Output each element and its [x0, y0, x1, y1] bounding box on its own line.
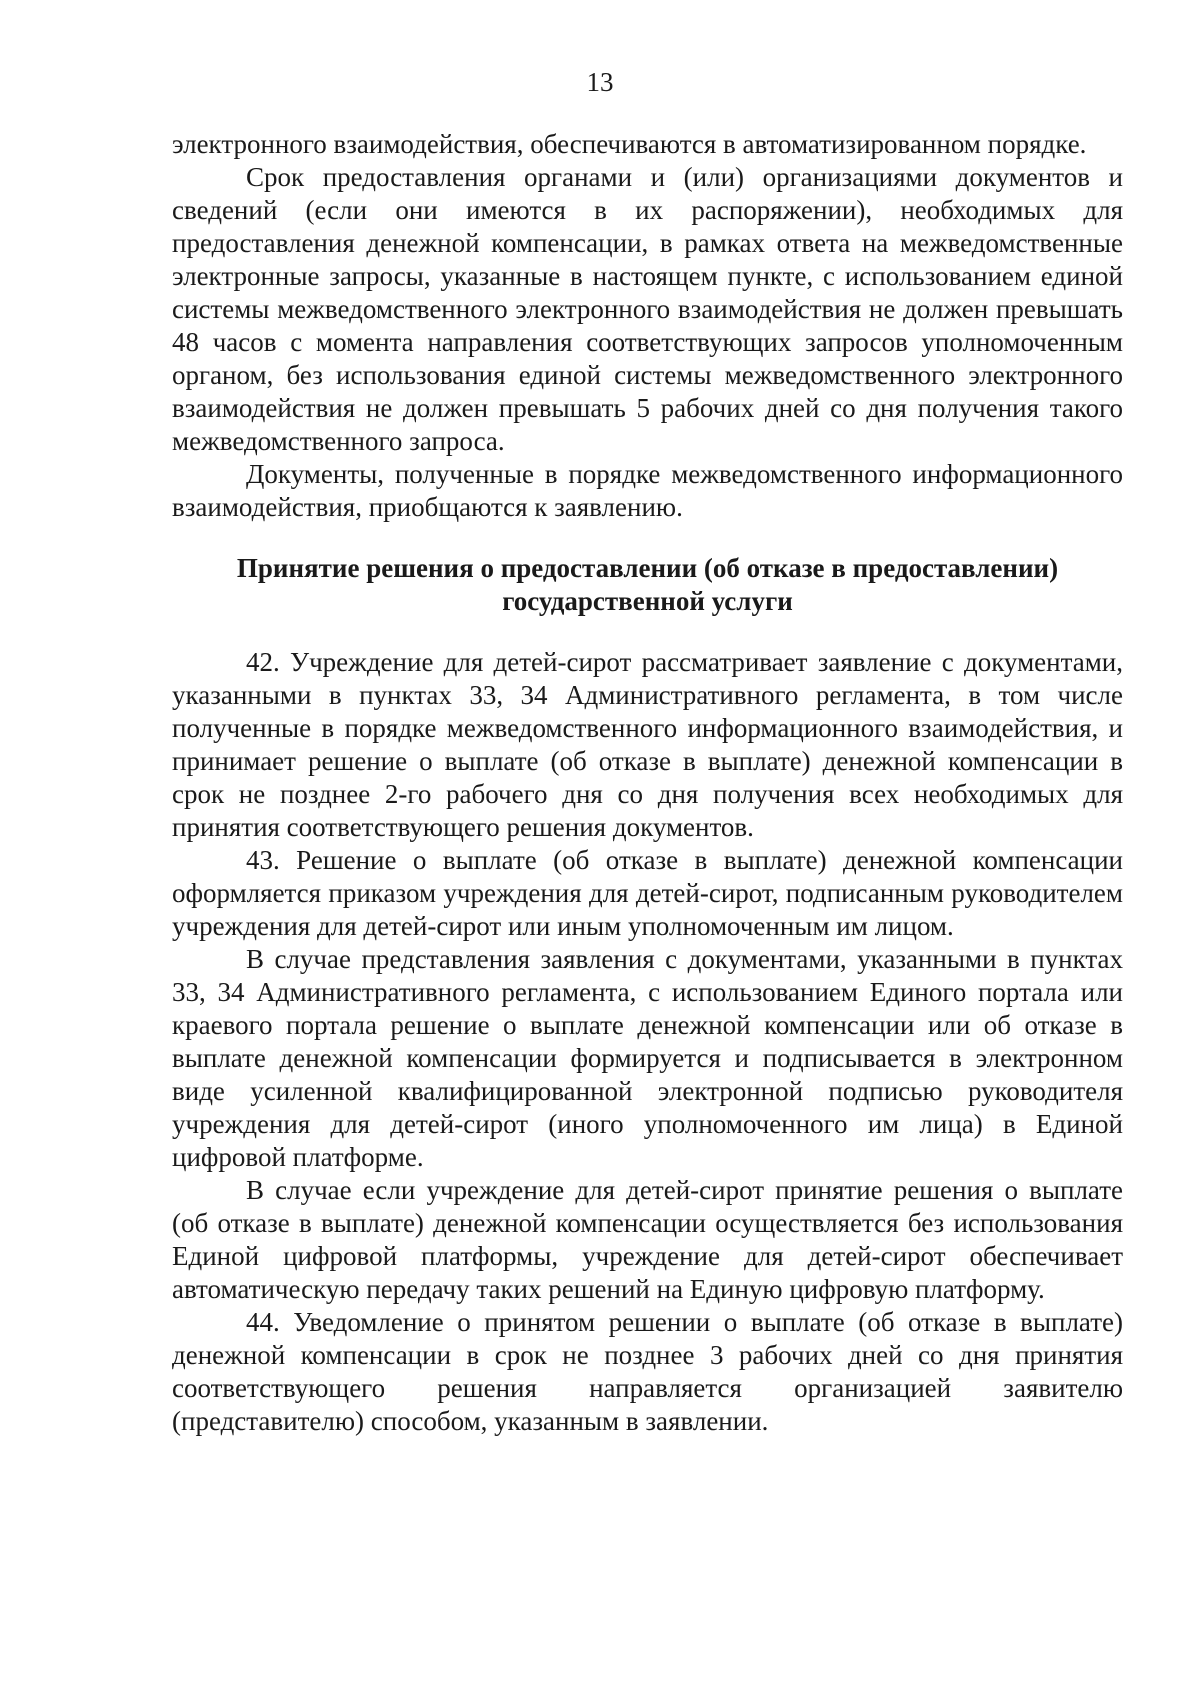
paragraph-continuation: электронного взаимодействия, обеспечиваются в автоматизированном порядке.	[172, 129, 1087, 159]
paragraph-item-43: 43. Решение о выплате (об отказе в выплате) денежной компенсации оформляется приказом учреждения для детей-сирот, подписанным руководителем учреждения для детей-сирот или иным уполномоченным им лицом.	[172, 845, 1123, 941]
paragraph-electronic-decision: В случае представления заявления с документами, указанными в пунктах 33, 34 Административного регламента, с использованием Единого портала или краевого портала решение о выплате денежной компенсации или об отказе в выплате денежной компенсации формируется и подписывается в электронном виде усиленной квалифицированной электронной подписью руководителя учреждения для детей-сирот (иного уполномоченного им лица) в Единой цифровой платформе.	[172, 944, 1123, 1172]
section-heading-line-1: Принятие решения о предоставлении (об отказе в предоставлении)	[236, 553, 1059, 583]
spacer	[172, 524, 1123, 552]
paragraph-item-44: 44. Уведомление о принятом решении о выплате (об отказе в выплате) денежной компенсации в срок не позднее 3 рабочих дней со дня принятия соответствующего решения направляется организацией заявителю (представителю) способом, указанным в заявлении.	[172, 1307, 1123, 1436]
section-heading-line-2: государственной услуги	[502, 586, 793, 616]
spacer	[172, 618, 1123, 646]
paragraph-deadline-responses: Срок предоставления органами и (или) организациями документов и сведений (если они имеются в их распоряжении), необходимых для предоставления денежной компенсации, в рамках ответа на межведомственные электронные запросы, указанные в настоящем пункте, с использованием единой системы межведомственного электронного взаимодействия не должен превышать 48 часов с момента направления соответствующих запросов уполномоченным органом, без использования единой системы межведомственного электронного взаимодействия не должен превышать 5 рабочих дней со дня получения такого межведомственного запроса.	[172, 162, 1123, 456]
paragraph-item-42: 42. Учреждение для детей-сирот рассматривает заявление с документами, указанными в пунктах 33, 34 Административного регламента, в том числе полученные в порядке межведомственного информационного взаимодействия, и принимает решение о выплате (об отказе в выплате) денежной компенсации в срок не позднее 2-го рабочего дня со дня получения всех необходимых для принятия соответствующего решения документов.	[172, 647, 1123, 842]
paragraph-documents-attached: Документы, полученные в порядке межведомственного информационного взаимодействия, приобщаются к заявлению.	[172, 459, 1123, 522]
document-body	[172, 128, 1123, 1438]
paragraph-without-platform: В случае если учреждение для детей-сирот принятие решения о выплате (об отказе в выплате) денежной компенсации осуществляется без использования Единой цифровой платформы, учреждение для детей-сирот обеспечивает автоматическую передачу таких решений на Единую цифровую платформу.	[172, 1175, 1123, 1304]
page-number: 13	[586, 67, 614, 97]
